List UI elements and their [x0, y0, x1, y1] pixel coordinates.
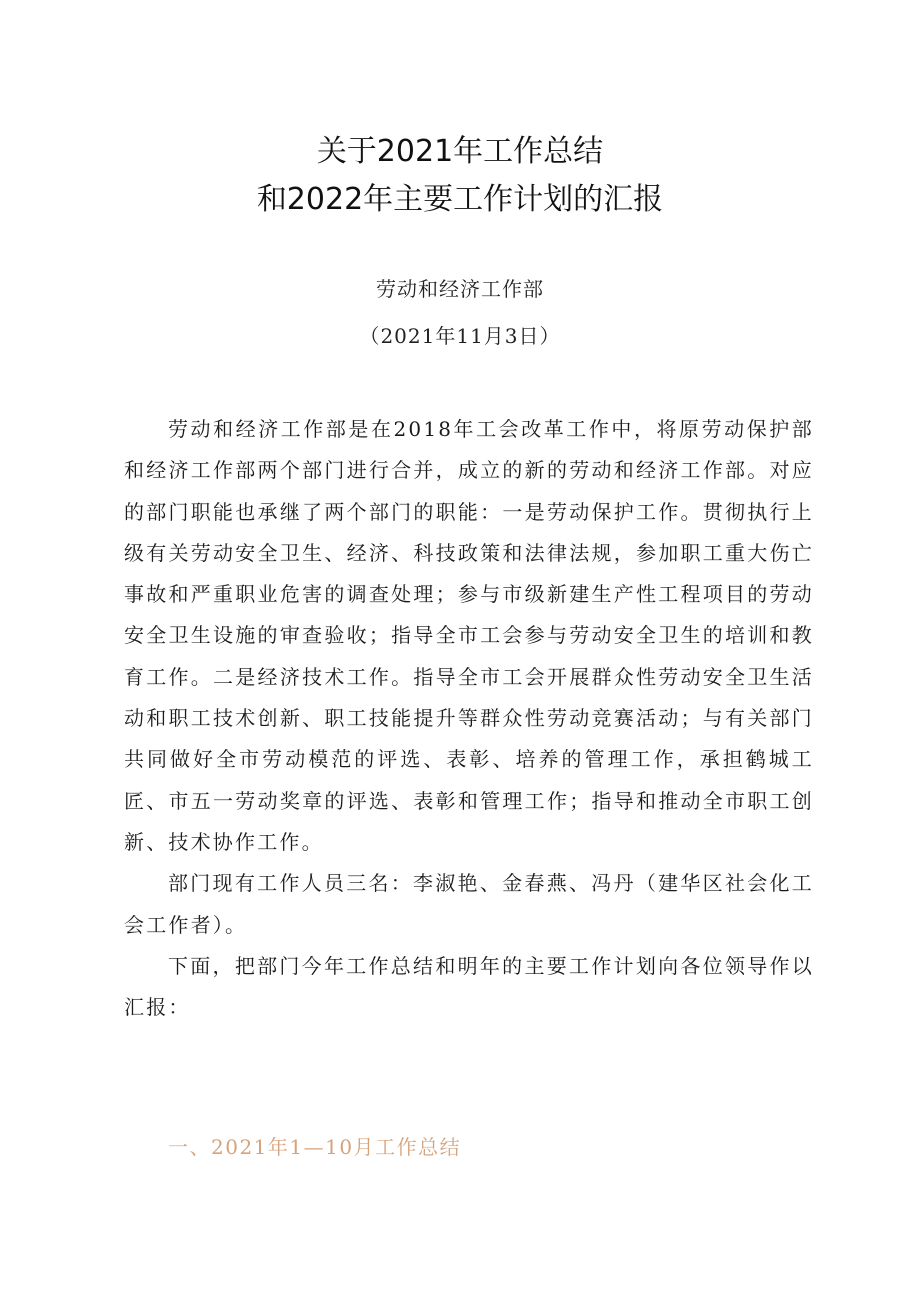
document-title-line-2: 和2022年主要工作计划的汇报 — [256, 182, 664, 217]
report-date: （2021年11月3日） — [359, 324, 561, 348]
document-body — [124, 409, 814, 1028]
body-paragraph-2: 部门现有工作人员三名：李淑艳、金春燕、冯丹（建华区社会化工会工作者）。 — [124, 871, 814, 937]
department-name: 劳动和经济工作部 — [376, 277, 544, 301]
document-title-line-1: 关于2021年工作总结 — [316, 134, 604, 169]
section-heading-1: 一、2021年1—10月工作总结 — [168, 1135, 462, 1159]
body-paragraph-1: 劳动和经济工作部是在2018年工会改革工作中，将原劳动保护部和经济工作部两个部门进行合并，成立的新的劳动和经济工作部。对应的部门职能也承继了两个部门的职能：一是劳动保护工作。贯彻执行上级有关劳动安全卫生、经济、科技政策和法律法规，参加职工重大伤亡事故和严重职业危害的调查处理；参与市级新建生产性工程项目的劳动安全卫生设施的审查验收；指导全市工会参与劳动安全卫生的培训和教育工作。二是经济技术工作。指导全市工会开展群众性劳动安全卫生活动和职工技术创新、职工技能提升等群众性劳动竞赛活动；与有关部门共同做好全市劳动模范的评选、表彰、培养的管理工作，承担鹤城工匠、市五一劳动奖章的评选、表彰和管理工作；指导和推动全市职工创新、技术协作工作。 — [124, 417, 814, 854]
body-paragraph-3: 下面，把部门今年工作总结和明年的主要工作计划向各位领导作以汇报： — [124, 953, 814, 1020]
